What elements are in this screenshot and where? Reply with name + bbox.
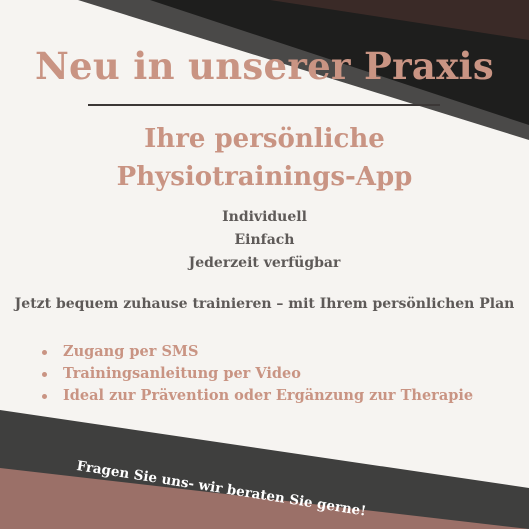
feature-einfach: Einfach	[234, 232, 295, 248]
feature-individuell: Individuell	[222, 209, 307, 225]
footer-call-to-action: Fragen Sie uns- wir beraten Sie gerne!	[75, 458, 368, 520]
bullet-icon	[42, 350, 47, 355]
subheadline-line-2: Physiotrainings-App	[116, 162, 413, 192]
benefits-list	[40, 341, 473, 407]
list-item-label: Zugang per SMS	[63, 343, 199, 360]
subheadline-line-1: Ihre persönliche	[144, 124, 385, 154]
tagline: Jetzt bequem zuhause trainieren – mit Ihrem persönlichen Plan	[14, 296, 515, 312]
list-item	[40, 363, 473, 385]
bullet-icon	[42, 372, 47, 377]
headline: Neu in unserer Praxis	[34, 44, 495, 88]
list-item-label: Ideal zur Prävention oder Ergänzung zur Therapie	[63, 387, 474, 404]
list-item	[40, 341, 473, 363]
feature-jederzeit: Jederzeit verfügbar	[188, 255, 341, 271]
list-item-label: Trainingsanleitung per Video	[63, 365, 301, 382]
bullet-icon	[42, 394, 47, 399]
divider-line	[88, 104, 440, 106]
list-item	[40, 385, 473, 407]
